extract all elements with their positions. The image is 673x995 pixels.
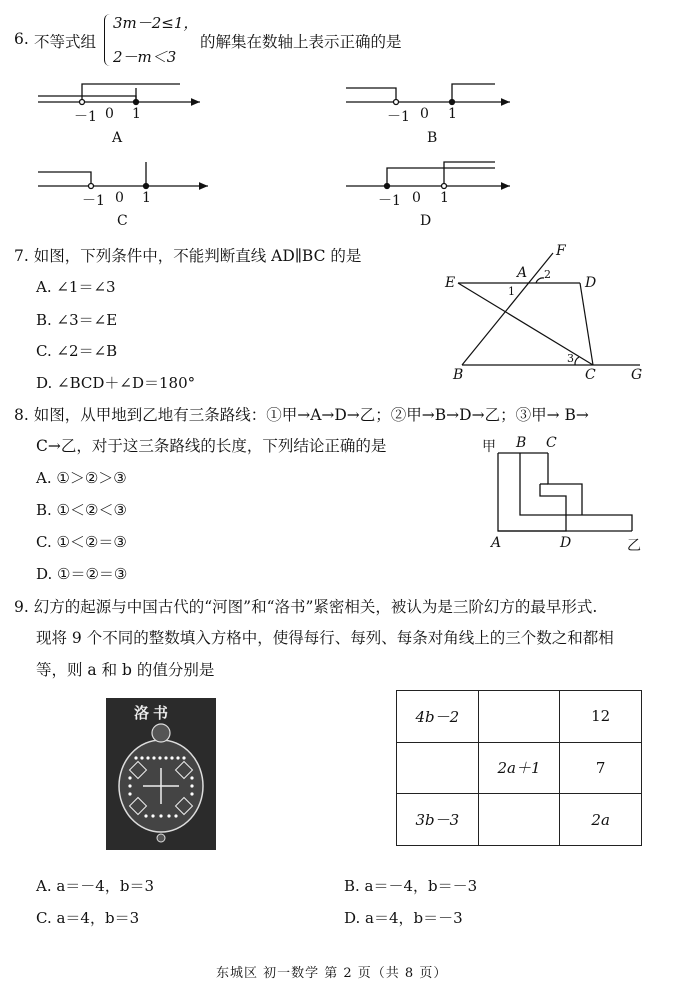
q8-option-a: A. ①＞②＞③ [36,469,127,487]
q7-label-2: 2 [544,268,551,281]
grid-cell: 4b－2 [397,691,479,743]
axis-b-tick-0: 0 [420,106,429,122]
axis-d-letter: D [420,213,432,229]
q8-label-c: C [546,435,557,451]
q8-stem-line1: 8. 如图，从甲地到乙地有三条路线：①甲→A→D→乙；②甲→B→D→乙；③甲→ B→ [14,406,589,424]
q6-ineq1: 3m－2≤1， [113,14,199,32]
q7-label-c: C [585,367,596,383]
q8-option-d: D. ①＝②＝③ [36,565,128,583]
q8-option-c: C. ①＜②＝③ [36,533,127,551]
axis-c-tick-0: 0 [115,190,124,206]
axis-d-tick-1: 1 [440,190,449,206]
grid-cell: 2a＋1 [478,742,560,794]
grid-cell: 7 [560,742,642,794]
axis-c-tick-neg1: －1 [82,193,105,209]
q7-label-3: 3 [567,352,574,365]
axis-a-letter: A [112,130,123,146]
q7-label-1: 1 [508,285,515,298]
grid-cell: 12 [560,691,642,743]
luoshu-caption: 洛书 [134,704,173,722]
axis-d [346,162,510,189]
q7-option-a: A. ∠1＝∠3 [36,278,116,296]
q9-stem-line3: 等，则 a 和 b 的值分别是 [36,661,215,679]
axis-a-tick-neg1: －1 [74,109,97,125]
q7-stem: 7. 如图，下列条件中，不能判断直线 AD∥BC 的是 [14,247,362,265]
q7-label-a: A [517,265,528,281]
q7-option-b: B. ∠3＝∠E [36,311,118,329]
q6-number: 6. [14,30,29,48]
luoshu-image [106,698,216,850]
q9-option-b: B. a＝－4，b＝－3 [344,877,478,895]
axis-c-letter: C [117,213,128,229]
q6-stem-after: 的解集在数轴上表示正确的是 [200,33,402,51]
axis-a-tick-0: 0 [105,106,114,122]
grid-cell [478,691,560,743]
q9-stem-line1: 9. 幻方的起源与中国古代的“河图”和“洛书”紧密相关，被认为是三阶幻方的最早形式. [14,598,598,616]
turtle-icon [106,698,216,850]
q8-label-d: D [560,535,572,551]
q9-option-d: D. a＝4，b＝－3 [344,909,463,927]
q9-option-c: C. a＝4，b＝3 [36,909,140,927]
q9-option-a: A. a＝－4，b＝3 [36,877,155,895]
q8-stem-line2: C→乙，对于这三条路线的长度，下列结论正确的是 [36,437,387,455]
axis-b-tick-1: 1 [448,106,457,122]
q7-label-e: E [445,275,456,291]
q8-label-jia: 甲 [482,439,496,455]
q8-label-b: B [516,435,527,451]
axis-c [38,162,208,189]
grid-cell [478,794,560,846]
q7-label-b: B [453,367,464,383]
q7-label-g: G [631,367,643,383]
grid-cell [397,742,479,794]
q9-stem-line2: 现将 9 个不同的整数填入方格中，使得每行、每列、每条对角线上的三个数之和都相 [36,629,614,647]
q7-option-c: C. ∠2＝∠B [36,342,118,360]
page-footer: 东城区 初一数学 第 2 页（共 8 页） [216,966,448,981]
axis-a-tick-1: 1 [132,106,141,122]
q7-label-f: F [556,243,566,259]
q6-stem-before: 不等式组 [34,33,97,51]
q8-option-b: B. ①＜②＜③ [36,501,127,519]
grid-cell: 2a [560,794,642,846]
axis-a [38,84,200,105]
axis-c-tick-1: 1 [142,190,151,206]
axis-d-tick-neg1: －1 [378,193,401,209]
q8-figure [498,453,632,531]
axis-b [346,84,510,105]
axis-d-tick-0: 0 [412,190,421,206]
q7-option-d: D. ∠BCD＋∠D＝180° [36,374,196,392]
magic-square-grid [396,690,642,846]
q6-ineq2: 2－m＜3 [113,48,177,66]
axis-b-letter: B [427,130,438,146]
grid-cell: 3b－3 [397,794,479,846]
q8-label-yi: 乙 [627,538,641,554]
q8-label-a: A [491,535,502,551]
axis-b-tick-neg1: －1 [387,109,410,125]
q7-label-d: D [585,275,597,291]
